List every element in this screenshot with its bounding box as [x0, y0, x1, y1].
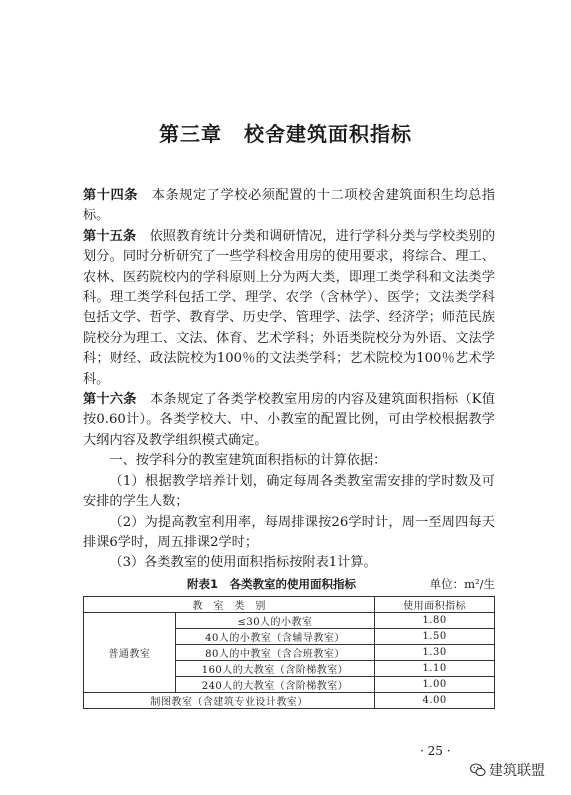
- wechat-icon: [470, 763, 486, 777]
- row-name: 80人的中教室（含合班教室）: [175, 645, 374, 661]
- article-text: 本条规定了学校必须配置的十二项校舍建筑面积生均总指标。: [83, 188, 496, 224]
- paragraph-item-3: （3）各类教室的使用面积指标按附表1计算。: [109, 555, 377, 571]
- paragraph-basis: 一、按学科分的教室建筑面积指标的计算依据：: [109, 453, 387, 469]
- header-area-index: 使用面积指标: [375, 597, 495, 613]
- row-value: 1.10: [375, 661, 495, 677]
- table-unit: 单位：m²/生: [429, 577, 495, 591]
- watermark: [470, 760, 545, 780]
- watermark-text: 建筑联盟: [489, 763, 545, 779]
- row-name: ≤30人的小教室: [175, 613, 374, 629]
- chapter-title: [0, 118, 571, 147]
- table-caption: [83, 576, 495, 594]
- classroom-area-table: [83, 596, 495, 709]
- article-label: 第十五条: [83, 228, 137, 244]
- article-label: 第十六条: [83, 392, 137, 408]
- header-classroom-type: 教 室 类 别: [84, 597, 375, 613]
- paragraph-item-2: （2）为提高教室利用率，每周排课按26学时计，周一至周四每天排课6学时，周五排课2学时；: [83, 514, 495, 550]
- chapter-number: 第三章: [159, 122, 222, 146]
- article-14: [83, 186, 495, 227]
- article-16: [83, 390, 495, 451]
- row-value: 1.50: [375, 629, 495, 645]
- article-text: 本条规定了各类学校教室用房的内容及建筑面积指标（K值按0.60计）。各类学校大、中、小教室的配置比例，可由学校根据教学大纲内容及教学组织模式确定。: [83, 392, 495, 448]
- chapter-name: 校舍建筑面积指标: [244, 122, 412, 146]
- row-name: 160人的大教室（含阶梯教室）: [175, 661, 374, 677]
- table-row: [84, 693, 495, 709]
- table-row: [84, 613, 495, 629]
- row-value: 1.30: [375, 645, 495, 661]
- article-label: 第十四条: [83, 188, 139, 203]
- article-15: [83, 227, 495, 390]
- table-title: 附表1 各类教室的使用面积指标: [187, 577, 356, 591]
- row-value: 1.00: [375, 677, 495, 693]
- body-text: [83, 186, 495, 574]
- row-value: 4.00: [375, 693, 495, 709]
- row-name: 制图教室（含建筑专业设计教室）: [84, 693, 375, 709]
- table-header-row: [84, 597, 495, 613]
- group-label: 普通教室: [84, 613, 176, 693]
- row-name: 240人的大教室（含阶梯教室）: [175, 677, 374, 693]
- paragraph-item-1: （1）根据教学培养计划，确定每周各类教室需安排的学时数及可安排的学生人数；: [83, 473, 495, 510]
- page-number: · 25 ·: [420, 744, 451, 758]
- row-value: 1.80: [375, 613, 495, 629]
- row-name: 40人的小教室（含辅导教室）: [175, 629, 374, 645]
- article-text: 依照教育统计分类和调研情况，进行学科分类与学校类别的划分。同时分析研究了一些学科校舍用房的使用要求，将综合、理工、农林、医药院校内的学科原则上分为两大类，即理工类学科和文法类学科。理工类学科包括工学、理学、农学（含林学）、医学；文法类学科包括文学、哲学、教育学、历史学、管理学、法学、经济学；师范民族院校分为理工、文法、体育、艺术学科；外语类院校分为外语、文法学科；财经、政法院校为100％的文法类学科；艺术院校为100％艺术学科。: [83, 228, 496, 387]
